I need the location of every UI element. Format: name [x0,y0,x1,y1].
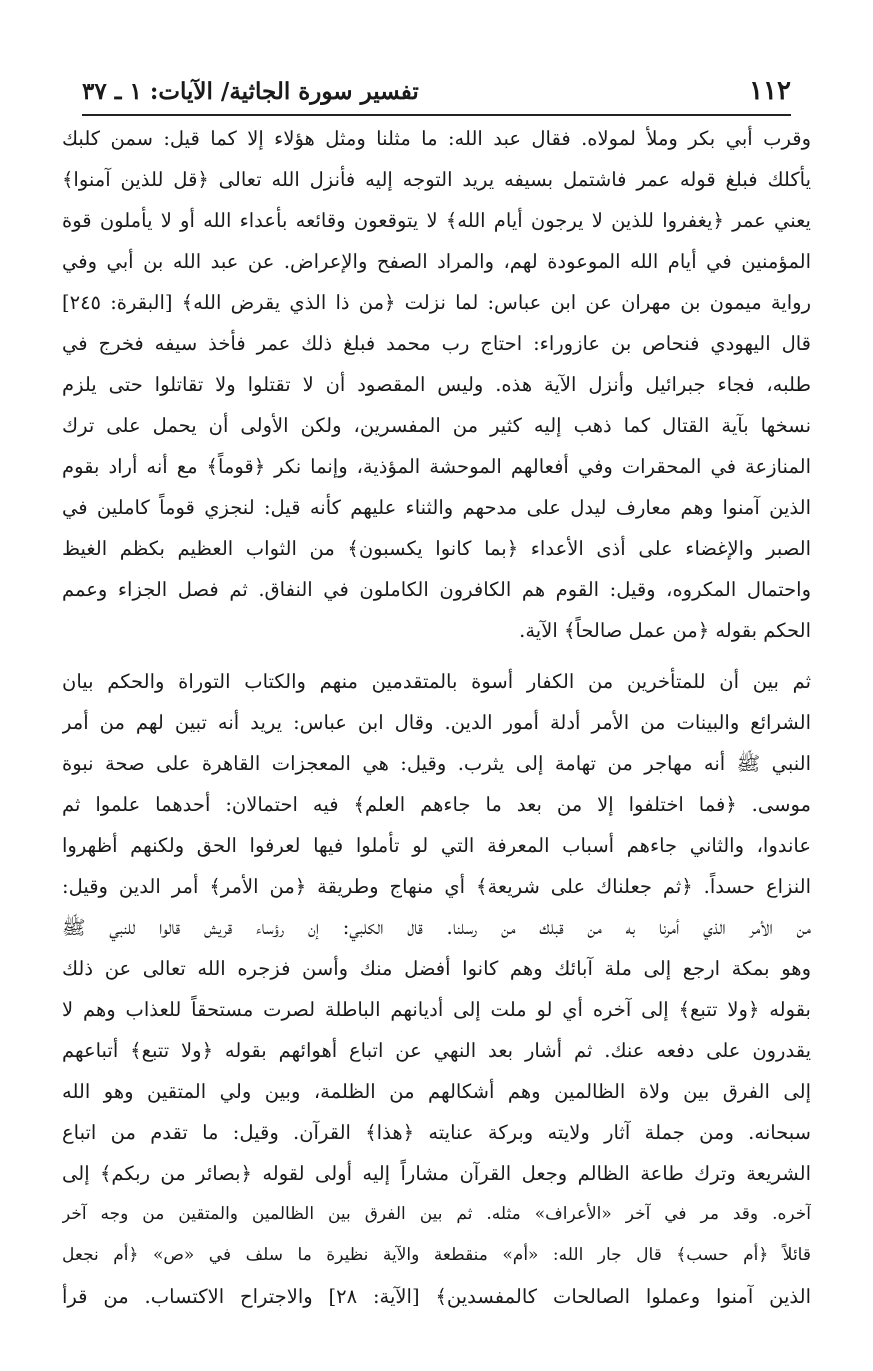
paragraph-gap [62,651,811,661]
text-line: إلى الفرق بين ولاة الظالمين وهم أشكالهم من الظلمة، وبين ولي المتقين وهو الله [62,1080,811,1103]
text-line: ثم بين أن للمتأخرين من الكفار أسوة بالمتقدمين منهم والكتاب التوراة والحكم بيان [62,670,811,693]
text-line: الحكم بقوله ﴿من عمل صالحاً﴾ الآية. [519,619,811,642]
text-line: بقوله ﴿ولا تتبع﴾ إلى آخره أي لو ملت إلى أديانهم الباطلة لصرت مستحقاً للعذاب وهم لا [62,998,811,1021]
text-line: سبحانه. ومن جملة آثار ولايته وبركة عنايته ﴿هذا﴾ القرآن. وقيل: ما تقدم من اتباع [62,1121,811,1144]
text-line: طلبه، فجاء جبرائيل وأنزل الآية هذه. وليس المقصود أن لا تقتلوا ولا تقاتلوا حتى يلزم [62,373,811,396]
running-title: تفسير سورة الجاثية/ الآيات: ١ ـ ٣٧ [82,78,419,105]
text-line: الشريعة وترك طاعة الظالم وجعل القرآن مشاراً إليه أولى لقوله ﴿بصائر من ربكم﴾ إلى [62,1162,811,1185]
text-line: المؤمنين في أيام الله الموعودة لهم، والمراد الصفح والإعراض. عن عبد الله بن أبي وفي [62,250,811,273]
text-line: وقرب أبي بكر وملأ لمولاه. فقال عبد الله: ما مثلنا ومثل هؤلاء إلا كما قيل: سمن كلبك [62,127,811,150]
text-line: الذين آمنوا وعملوا الصالحات كالمفسدين﴾ [الآية: ٢٨] والاجتراح الاكتساب. من قرأ [62,1285,811,1308]
text-line: واحتمال المكروه، وقيل: القوم هم الكافرون الكاملون في النفاق. ثم فصل الجزاء وعمم [62,578,811,601]
text-line: قال اليهودي فنحاص بن عازوراء: احتاج رب محمد فبلغ ذلك عمر فأخذ سيفه فخرج في [62,332,811,355]
text-line: النبي ﷺ أنه مهاجر من تهامة إلى يثرب. وقيل: هي المعجزات القاهرة على صحة نبوة [62,752,811,775]
text-line: الصبر والإغضاء على أذى الأعداء ﴿بما كانوا يكسبون﴾ من الثواب العظيم بكظم الغيظ [62,537,811,560]
text-line: قائلاً ﴿أم حسب﴾ قال جار الله: «أم» منقطعة والآية نظيرة ما سلف في «ص» ﴿أم نجعل [62,1245,811,1265]
text-line: النزاع حسداً. ﴿ثم جعلناك على شريعة﴾ أي منهاج وطريقة ﴿من الأمر﴾ أمر الدين وقيل: [62,875,811,898]
text-line: يقدرون على دفعه عنك. ثم أشار بعد النهي عن اتباع أهوائهم بقوله ﴿ولا تتبع﴾ أتباعهم [62,1039,811,1062]
text-line: موسى. ﴿فما اختلفوا إلا من بعد ما جاءهم العلم﴾ فيه احتمالان: أحدهما علموا ثم [62,793,811,816]
text-line: المنازعة في المحقرات وفي أفعالهم الموحشة المؤذية، وإنما نكر ﴿قوماً﴾ مع أنه أراد بقوم [62,455,811,478]
page-number: ١١٢ [749,76,791,106]
text-line: وهو بمكة ارجع إلى ملة آبائك وهم كانوا أفضل منك وأسن فزجره الله تعالى عن ذلك [62,957,811,980]
text-line: الذين آمنوا وهم معارف ليدل على مدحهم والثناء عليهم كأنه قيل: لنجزي قوماً كاملين في [62,496,811,519]
text-line: عاندوا، والثاني جاءهم أسباب المعرفة التي لو تأملوا فيها لعرفوا الحق ولكنهم أظهروا [62,834,811,857]
text-line: يأكلك فبلغ قوله عمر فاشتمل بسيفه يريد التوجه إليه فأنزل الله تعالى ﴿قل للذين آمنوا﴾ [62,168,811,191]
body-text [62,118,811,1317]
page-header [82,72,791,116]
paragraph-1 [62,118,811,651]
text-line: من الأمر الذي أمرنا به من قبلك من رسلنا. قال الكلبي: إن رؤساء قريش قالوا للنبي ﷺ [62,916,811,939]
paragraph-2 [62,661,811,1317]
text-line: رواية ميمون بن مهران عن ابن عباس: لما نزلت ﴿من ذا الذي يقرض الله﴾ [البقرة: ٢٤٥] [62,291,811,314]
text-line: الشرائع والبينات من الأمر أدلة أمور الدين. وقال ابن عباس: يريد أنه تبين لهم من أمر [62,711,811,734]
text-line: نسخها بآية القتال كما ذهب إليه كثير من المفسرين، ولكن الأولى أن يحمل على ترك [62,414,811,437]
text-line: يعني عمر ﴿يغفروا للذين لا يرجون أيام الله﴾ لا يتوقعون وقائعه بأعداء الله أو لا يأملون قوة [62,209,811,232]
text-line: آخره. وقد مر في آخر «الأعراف» مثله. ثم بين الفرق بين الظالمين والمتقين من وجه آخر [62,1204,811,1224]
